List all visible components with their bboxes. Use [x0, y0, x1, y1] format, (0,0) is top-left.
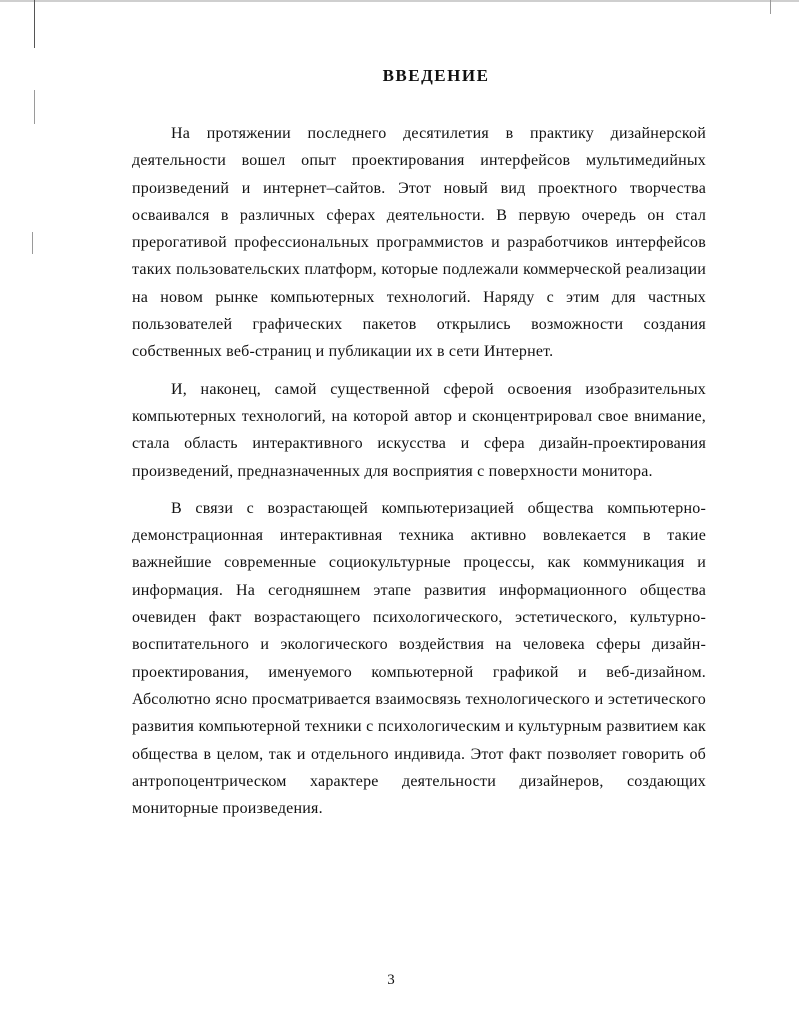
paragraph-3: В связи с возрастающей компьютеризацией общества компьютерно-демонстрационная интерактивная техника активно вовлекается в такие важнейшие современные социокультурные процессы, как коммуникация и информация. На сегодняшнем этапе развития информационного общества очевиден факт возрастающего психологического, эстетического, культурно-воспитательного и экологического воздействия на человека сферы дизайн-проектирования, именуемого компьютерной графикой и веб-дизайном. Абсолютно ясно просматривается взаимосвязь технологического и эстетического развития компьютерной техники с психологическим и культурным развитием как общества в целом, так и отдельного индивида. Этот факт позволяет говорить об антропоцентрическом характере деятельности дизайнеров, создающих мониторные произведения. [132, 499, 706, 818]
scan-edge-left [34, 0, 35, 48]
scan-edge-top [0, 0, 799, 2]
page-number: 3 [387, 972, 395, 988]
scan-edge-left-mark [32, 232, 33, 254]
paragraph-2: И, наконец, самой существенной сферой освоения изобразительных компьютерных технологий, на которой автор и сконцентрировал свое внимание, стала область интерактивного искусства и сфера дизайн-проектирования произведений, предназначенных для восприятия с поверхности монитора. [132, 380, 706, 480]
scan-edge-left-mark [34, 90, 35, 124]
document-body [132, 120, 706, 832]
scan-edge-right-mark [770, 0, 771, 14]
paragraph-1: На протяжении последнего десятилетия в практику дизайнерской деятельности вошел опыт проектирования интерфейсов мультимедийных произведений и интернет–сайтов. Этот новый вид проектного творчества осваивался в различных сферах деятельности. В первую очередь он стал прерогативой профессиональных программистов и разработчиков интерфейсов таких пользовательских платформ, которые подлежали коммерческой реализации на новом рынке компьютерных технологий. Наряду с этим для частных пользователей графических пакетов открылись возможности создания собственных веб-страниц и публикации их в сети Интернет. [132, 125, 706, 361]
page-title: ВВЕДЕНИЕ [382, 66, 490, 85]
